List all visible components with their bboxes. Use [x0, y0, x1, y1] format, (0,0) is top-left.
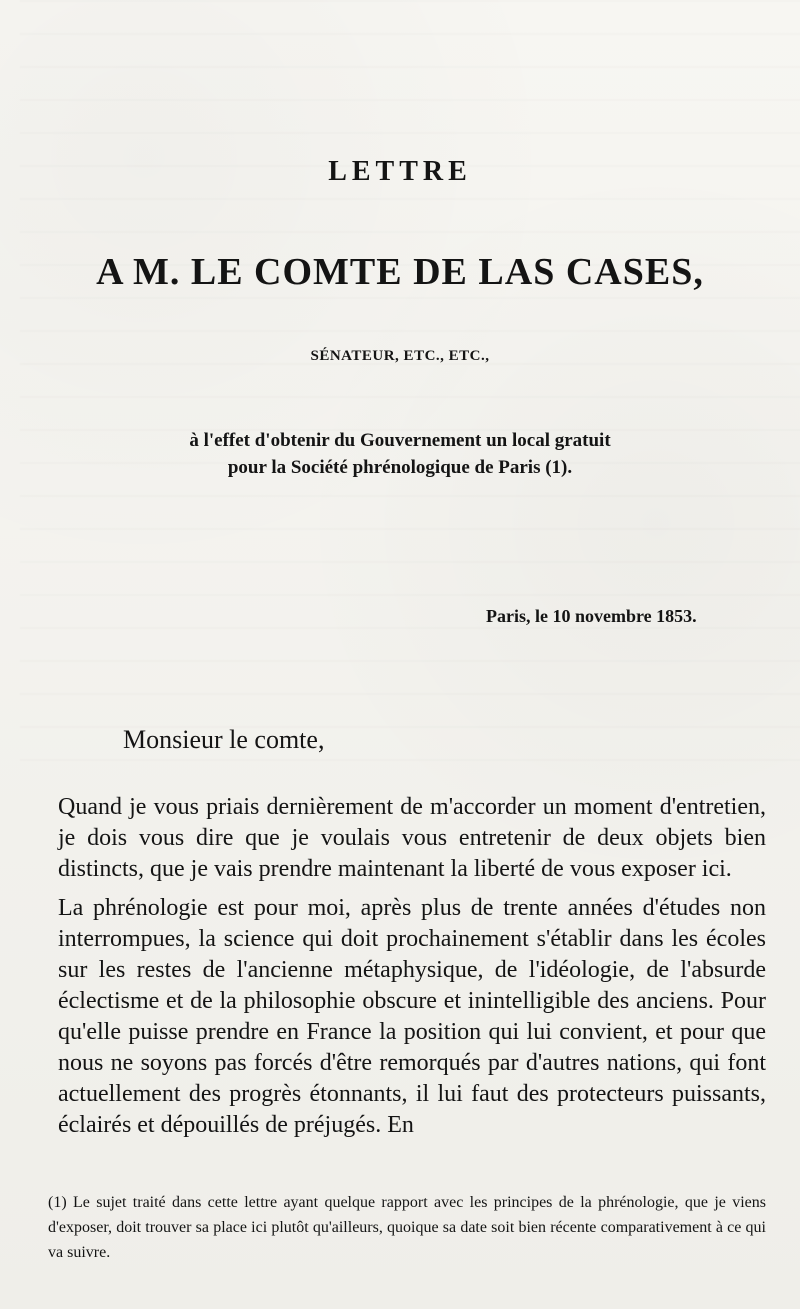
purpose-line: pour la Société phrénologique de Paris (1). [227, 457, 573, 478]
letter-body [58, 792, 766, 1149]
letter-date: Paris, le 10 novembre 1853. [486, 606, 697, 626]
footnote: (1) Le sujet traité dans cette lettre ayant quelque rapport avec les principes de la phrénologie, que je viens d'exposer, doit trouver sa place ici plutôt qu'ailleurs, quoique sa date soit bien récente comparativement à ce qui va suivre. [48, 1194, 766, 1261]
purpose-block [0, 427, 800, 481]
salutation: Monsieur le comte, [123, 725, 325, 754]
purpose-line: à l'effet d'obtenir du Gouvernement un local gratuit [189, 430, 611, 451]
bleed-through-texture [18, 0, 800, 760]
paragraph: Quand je vous priais dernièrement de m'accorder un moment d'entretien, je dois vous dire que je voulais vous entretenir de deux objets bien distincts, que je vais prendre maintenant la liberté de vous exposer ici. [58, 794, 766, 882]
paragraph: La phrénologie est pour moi, après plus de trente années d'études non interrompues, la science qui doit prochainement s'établir dans les écoles sur les restes de l'ancienne métaphysique, de l'idéologie, de l'absurde éclectisme et de la philosophie obscure et inintelligible des anciens. Pour qu'elle puisse prendre en France la position qui lui convient, et pour que nous ne soyons pas forcés d'être remorqués par d'autres nations, qui font actuellement des progrès étonnants, il lui faut des protecteurs puissants, éclairés et dépouillés de préjugés. En [58, 895, 766, 1138]
addressee-heading: A M. LE COMTE DE LAS CASES, [96, 251, 704, 293]
document-title: LETTRE [328, 156, 472, 187]
senator-subtitle: SÉNATEUR, ETC., ETC., [310, 348, 490, 364]
